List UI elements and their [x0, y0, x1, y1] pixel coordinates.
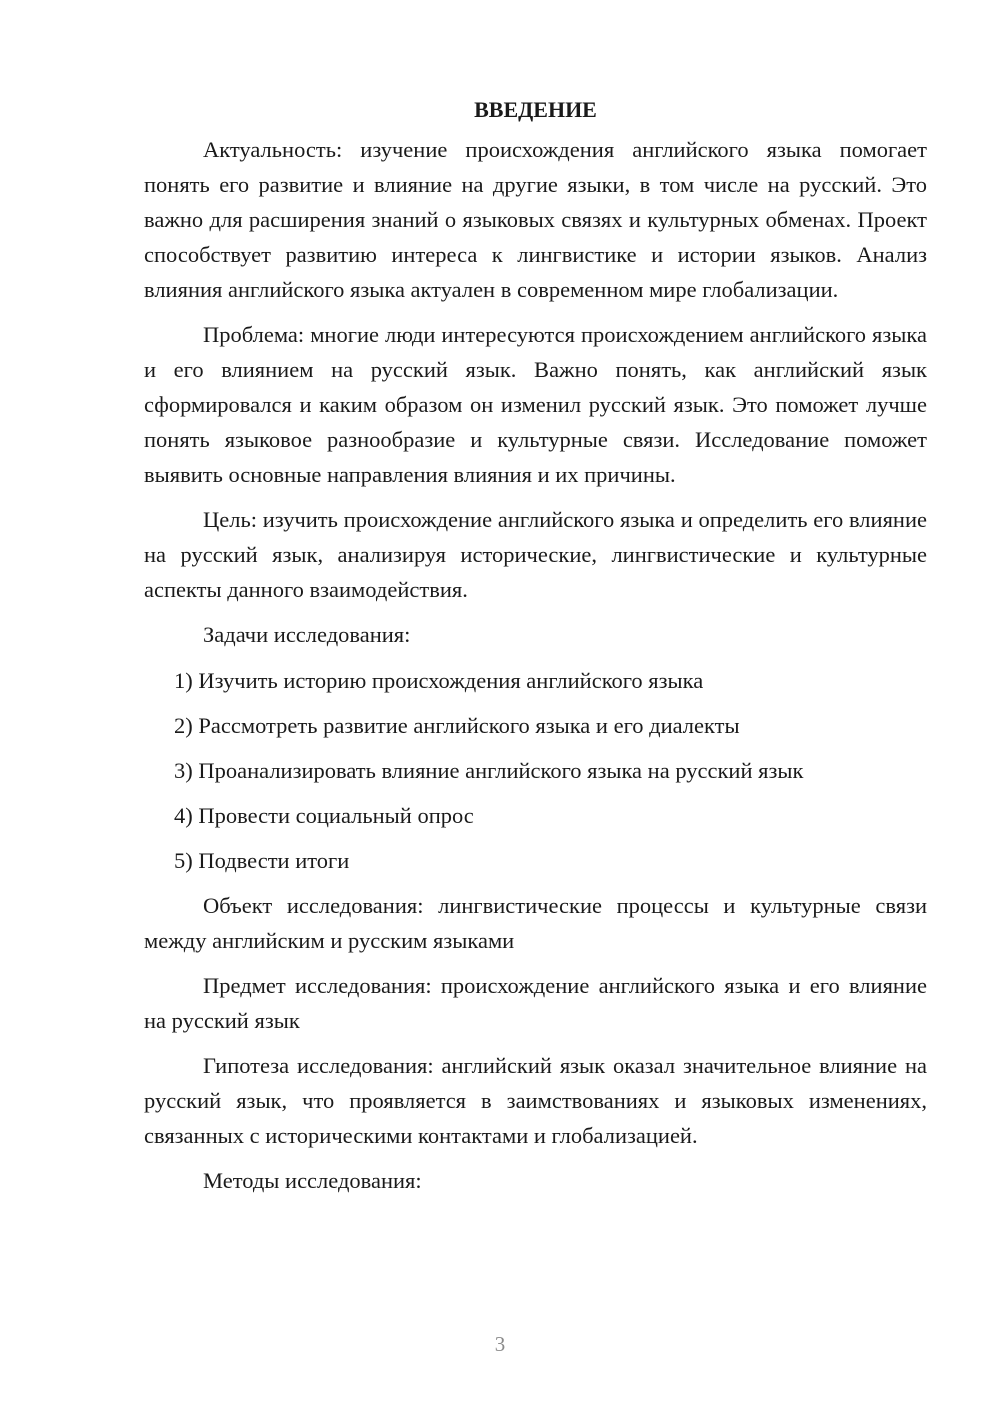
list-item: 4) Провести социальный опрос — [174, 803, 474, 828]
tasks-list — [144, 663, 927, 878]
relevance-paragraph: Актуальность: изучение происхождения английского языка помогает понять его развитие и влияние на другие языки, в том числе на русский. Это важно для расширения знаний о языковых связях и культурных обменах. Проект способствует развитию интереса к лингвистике и истории языков. Анализ влияния английского языка актуален в современном мире глобализации. — [144, 137, 927, 302]
list-item: 2) Рассмотреть развитие английского языка и его диалекты — [174, 713, 740, 738]
tasks-heading: Задачи исследования: — [203, 622, 411, 647]
list-item: 3) Проанализировать влияние английского языка на русский язык — [174, 758, 804, 783]
object-paragraph: Объект исследования: лингвистические процессы и культурные связи между английским и русским языками — [144, 893, 927, 953]
page-number: 3 — [494, 1332, 506, 1356]
list-item: 1) Изучить историю происхождения английского языка — [174, 668, 704, 693]
section-heading: ВВЕДЕНИЕ — [474, 97, 597, 122]
goal-paragraph: Цель: изучить происхождение английского языка и определить его влияние на русский язык, анализируя исторические, лингвистические и культурные аспекты данного взаимодействия. — [144, 507, 927, 602]
hypothesis-paragraph: Гипотеза исследования: английский язык оказал значительное влияние на русский язык, что проявляется в заимствованиях и языковых изменениях, связанных с историческими контактами и глобализацией. — [144, 1053, 927, 1148]
problem-paragraph: Проблема: многие люди интересуются происхождением английского языка и его влиянием на русский язык. Важно понять, как английский язык сформировался и каким образом он изменил русский язык. Это поможет лучше понять языковое разнообразие и культурные связи. Исследование поможет выявить основные направления влияния и их причины. — [144, 322, 927, 487]
list-item: 5) Подвести итоги — [174, 848, 350, 873]
subject-paragraph: Предмет исследования: происхождение английского языка и его влияние на русский язык — [144, 973, 927, 1033]
methods-heading: Методы исследования: — [203, 1168, 422, 1193]
document-page — [144, 92, 927, 1198]
